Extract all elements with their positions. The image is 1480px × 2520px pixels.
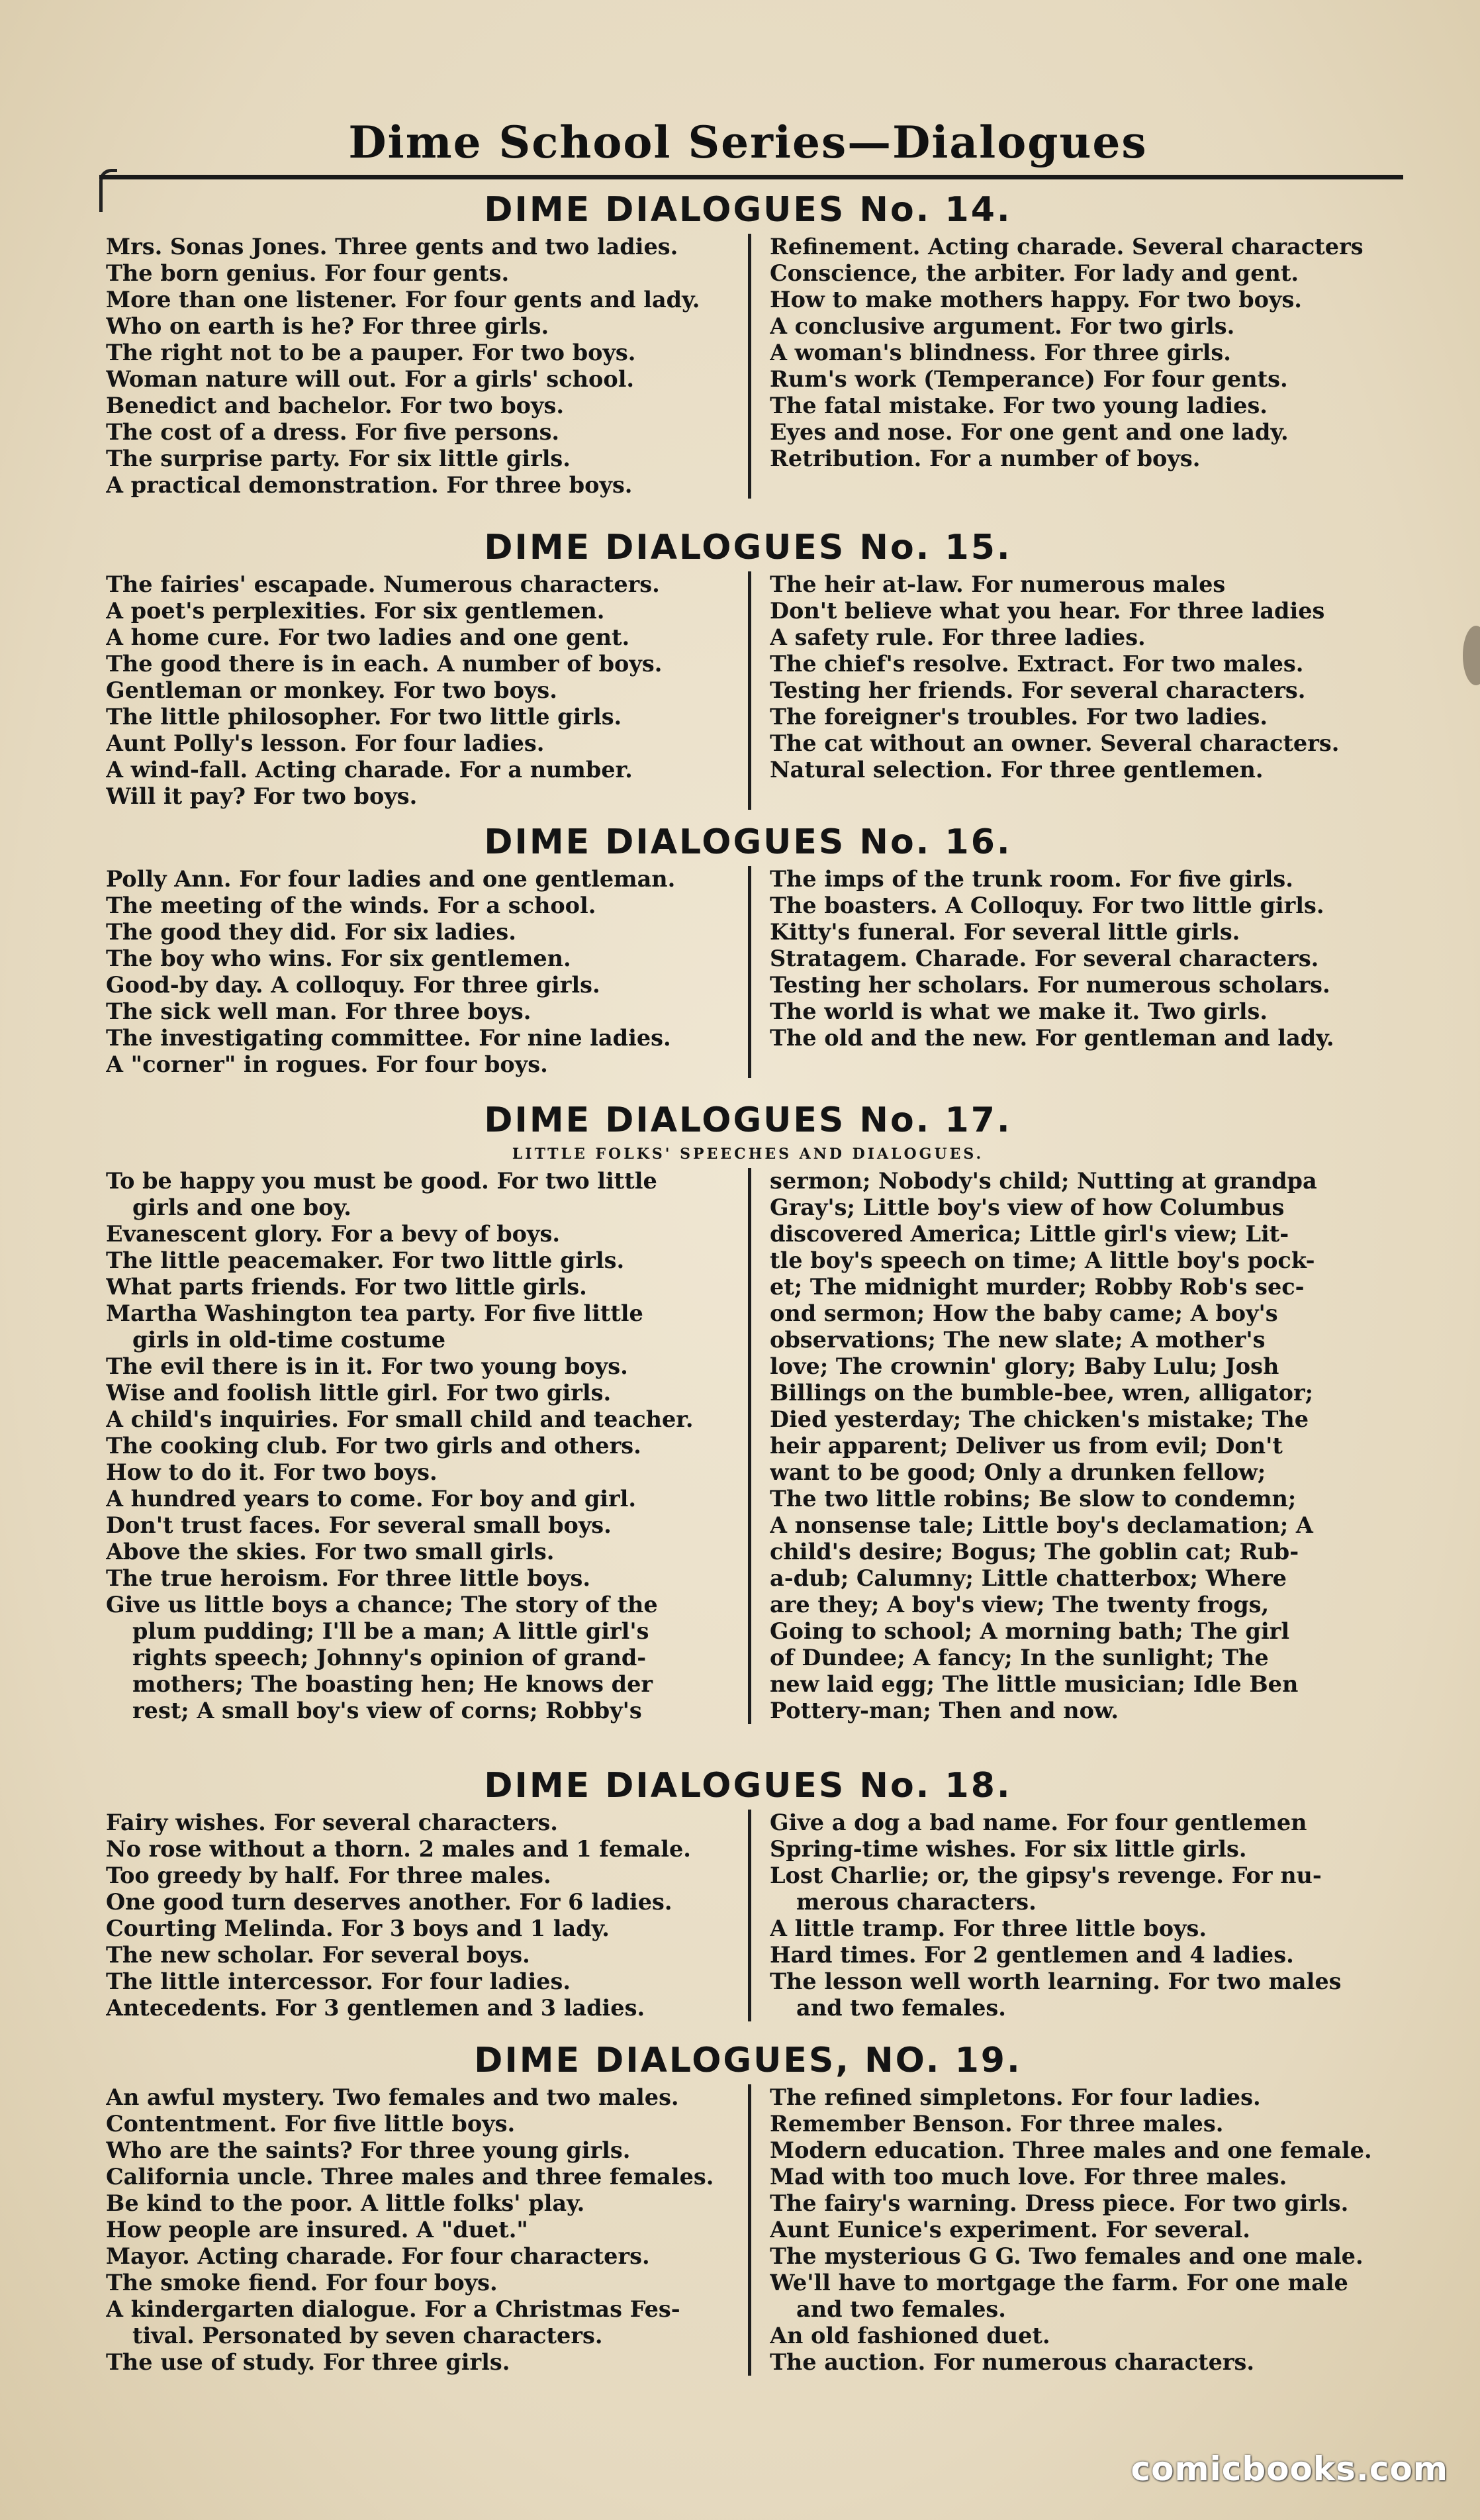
dialogue-entry: The sick well man. For three boys.	[106, 998, 532, 1024]
dialogue-entry: How to do it. For two boys.	[106, 1459, 438, 1485]
section-columns	[106, 2084, 1390, 2376]
dialogue-entry: Died yesterday; The chicken's mistake; The	[770, 1406, 1309, 1432]
dialogue-entry: new laid egg; The little musician; Idle Ben	[770, 1671, 1299, 1697]
dialogue-entry: The born genius. For four gents.	[106, 260, 510, 286]
header-rule	[99, 175, 1403, 179]
dialogue-entry: mothers; The boasting hen; He knows der	[132, 1671, 653, 1697]
dialogue-entry: A "corner" in rogues. For four boys.	[106, 1051, 548, 1077]
dialogue-entry: tival. Personated by seven characters.	[132, 2323, 603, 2349]
dialogue-entry: The old and the new. For gentleman and lady.	[770, 1025, 1334, 1051]
dialogue-entry: girls in old-time costume	[132, 1327, 446, 1353]
dialogue-section	[106, 1765, 1390, 2021]
dialogue-entry: A poet's perplexities. For six gentlemen.	[106, 598, 605, 624]
dialogue-entry: A wind-fall. Acting charade. For a number.	[106, 757, 633, 783]
left-column	[106, 2084, 748, 2376]
dialogue-entry: Gentleman or monkey. For two boys.	[106, 677, 557, 703]
left-column	[106, 1810, 748, 2021]
section-title: DIME DIALOGUES No. 16.	[484, 822, 1012, 862]
dialogue-entry: observations; The new slate; A mother's	[770, 1327, 1266, 1353]
dialogue-entry: Remember Benson. For three males.	[770, 2111, 1224, 2137]
dialogue-entry: The boasters. A Colloquy. For two little girls.	[770, 893, 1324, 918]
dialogue-entry: Hard times. For 2 gentlemen and 4 ladies.	[770, 1942, 1294, 1968]
dialogue-entry: The surprise party. For six little girls.	[106, 446, 571, 471]
section-title: DIME DIALOGUES No. 14.	[484, 190, 1012, 230]
dialogue-entry: Woman nature will out. For a girls' school.	[106, 366, 635, 392]
left-column	[106, 1168, 748, 1724]
dialogue-entry: Don't believe what you hear. For three ladies	[770, 598, 1325, 624]
dialogue-entry: plum pudding; I'll be a man; A little girl's	[132, 1618, 649, 1644]
dialogue-entry: The world is what we make it. Two girls.	[770, 998, 1268, 1024]
dialogue-entry: Antecedents. For 3 gentlemen and 3 ladies.	[106, 1995, 645, 2021]
dialogue-entry: To be happy you must be good. For two little	[106, 1168, 657, 1194]
left-column	[106, 234, 748, 499]
dialogue-entry: heir apparent; Deliver us from evil; Don't	[770, 1433, 1283, 1459]
dialogue-entry: Contentment. For five little boys.	[106, 2111, 516, 2137]
left-column	[106, 571, 748, 810]
section-title: DIME DIALOGUES No. 17.	[484, 1100, 1012, 1140]
dialogue-entry: Rum's work (Temperance) For four gents.	[770, 366, 1288, 392]
dialogue-entry: The meeting of the winds. For a school.	[106, 893, 596, 918]
dialogue-entry: The fairy's warning. Dress piece. For two girls.	[770, 2190, 1349, 2216]
dialogue-entry: Benedict and bachelor. For two boys.	[106, 393, 564, 418]
dialogue-entry: The foreigner's troubles. For two ladies.	[770, 704, 1268, 730]
dialogue-entry: Good-by day. A colloquy. For three girls.	[106, 972, 600, 998]
dialogue-entry: Give a dog a bad name. For four gentlemen	[770, 1810, 1307, 1835]
paper-damage	[1463, 626, 1480, 685]
dialogue-entry: Too greedy by half. For three males.	[106, 1863, 551, 1888]
left-column	[106, 866, 748, 1078]
section-title: DIME DIALOGUES, NO. 19.	[474, 2041, 1022, 2080]
dialogue-entry: Kitty's funeral. For several little girls.	[770, 919, 1240, 945]
dialogue-entry: One good turn deserves another. For 6 ladies.	[106, 1889, 672, 1915]
dialogue-entry: are they; A boy's view; The twenty frogs,	[770, 1592, 1270, 1618]
dialogue-entry: The true heroism. For three little boys.	[106, 1565, 590, 1591]
dialogue-entry: Billings on the bumble-bee, wren, alligator;	[770, 1380, 1313, 1406]
dialogue-entry: Spring-time wishes. For six little girls.	[770, 1836, 1247, 1862]
dialogue-entry: The little philosopher. For two little girls.	[106, 704, 622, 730]
right-column	[748, 1168, 1390, 1724]
dialogue-entry: The fatal mistake. For two young ladies.	[770, 393, 1268, 418]
page-header: Dime School Series—Dialogues	[348, 117, 1148, 168]
dialogue-entry: sermon; Nobody's child; Nutting at grandpa	[770, 1168, 1317, 1194]
section-title: DIME DIALOGUES No. 18.	[484, 1766, 1012, 1806]
dialogue-entry: Testing her friends. For several characters.	[770, 677, 1306, 703]
dialogue-entry: The right not to be a pauper. For two boys.	[106, 340, 636, 365]
dialogue-entry: The imps of the trunk room. For five girls.	[770, 866, 1293, 892]
dialogue-section	[106, 526, 1390, 810]
dialogue-entry: How people are insured. A "duet."	[106, 2217, 528, 2243]
dialogue-entry: Going to school; A morning bath; The girl	[770, 1618, 1290, 1644]
dialogue-entry: want to be good; Only a drunken fellow;	[770, 1459, 1266, 1485]
dialogue-entry: Be kind to the poor. A little folks' play.	[106, 2190, 585, 2216]
dialogue-entry: Mayor. Acting charade. For four characters.	[106, 2243, 650, 2269]
dialogue-entry: Stratagem. Charade. For several characters.	[770, 945, 1319, 971]
dialogue-entry: A kindergarten dialogue. For a Christmas Fes-	[106, 2296, 680, 2322]
dialogue-section	[106, 821, 1390, 1078]
dialogue-entry: California uncle. Three males and three females.	[106, 2164, 714, 2190]
dialogue-entry: Above the skies. For two small girls.	[106, 1539, 555, 1565]
dialogue-entry: The auction. For numerous characters.	[770, 2349, 1255, 2375]
dialogue-section	[106, 1099, 1390, 1724]
dialogue-entry: A hundred years to come. For boy and girl.	[106, 1486, 637, 1512]
dialogue-entry: Aunt Eunice's experiment. For several.	[770, 2217, 1250, 2243]
dialogue-entry: Courting Melinda. For 3 boys and 1 lady.	[106, 1915, 610, 1941]
dialogue-entry: How to make mothers happy. For two boys.	[770, 287, 1302, 313]
dialogue-entry: The cooking club. For two girls and others.	[106, 1433, 641, 1459]
dialogue-entry: An old fashioned duet.	[770, 2323, 1050, 2349]
section-columns	[106, 234, 1390, 499]
dialogue-section	[106, 2039, 1390, 2376]
dialogue-entry: A practical demonstration. For three boys.	[106, 472, 633, 498]
dialogue-entry: Mad with too much love. For three males.	[770, 2164, 1287, 2190]
dialogue-entry: The boy who wins. For six gentlemen.	[106, 945, 571, 971]
section-columns	[106, 571, 1390, 810]
dialogue-entry: The two little robins; Be slow to condemn;	[770, 1486, 1297, 1512]
dialogue-entry: The mysterious G G. Two females and one male.	[770, 2243, 1364, 2269]
dialogue-entry: An awful mystery. Two females and two males.	[106, 2084, 679, 2110]
dialogue-entry: The fairies' escapade. Numerous characters.	[106, 571, 660, 597]
dialogue-entry: Don't trust faces. For several small boys.	[106, 1512, 612, 1538]
dialogue-entry: and two females.	[796, 2296, 1006, 2322]
dialogue-entry: Eyes and nose. For one gent and one lady.	[770, 419, 1289, 445]
dialogue-entry: Mrs. Sonas Jones. Three gents and two ladies.	[106, 234, 678, 260]
dialogue-entry: Retribution. For a number of boys.	[770, 446, 1201, 471]
dialogue-entry: Who on earth is he? For three girls.	[106, 313, 549, 339]
dialogue-entry: The evil there is in it. For two young boys.	[106, 1353, 628, 1379]
dialogue-entry: girls and one boy.	[132, 1194, 351, 1220]
dialogue-entry: A woman's blindness. For three girls.	[770, 340, 1231, 365]
dialogue-entry: and two females.	[796, 1995, 1006, 2021]
dialogue-entry: More than one listener. For four gents and lady.	[106, 287, 700, 313]
dialogue-entry: The good there is in each. A number of boys.	[106, 651, 663, 677]
dialogue-entry: tle boy's speech on time; A little boy's pock-	[770, 1247, 1315, 1273]
dialogue-entry: We'll have to mortgage the farm. For one male	[770, 2270, 1348, 2296]
dialogue-entry: Modern education. Three males and one female.	[770, 2137, 1372, 2163]
dialogue-entry: The heir at-law. For numerous males	[770, 571, 1226, 597]
dialogue-entry: child's desire; Bogus; The goblin cat; Rub-	[770, 1539, 1299, 1565]
dialogue-entry: Gray's; Little boy's view of how Columbus	[770, 1194, 1285, 1220]
dialogue-entry: Will it pay? For two boys.	[106, 783, 418, 809]
dialogue-entry: The refined simpletons. For four ladies.	[770, 2084, 1261, 2110]
dialogue-entry: A conclusive argument. For two girls.	[770, 313, 1235, 339]
section-subtitle: LITTLE FOLKS' SPEECHES AND DIALOGUES.	[512, 1145, 984, 1163]
dialogue-entry: A home cure. For two ladies and one gent.	[106, 624, 630, 650]
dialogue-entry: The cost of a dress. For five persons.	[106, 419, 560, 445]
watermark-text: comicbooks.com	[1131, 2450, 1448, 2488]
dialogue-entry: The lesson well worth learning. For two males	[770, 1968, 1342, 1994]
dialogue-entry: No rose without a thorn. 2 males and 1 female.	[106, 1836, 691, 1862]
dialogue-section	[106, 189, 1390, 499]
right-column	[748, 2084, 1390, 2376]
dialogue-entry: The investigating committee. For nine ladies.	[106, 1025, 671, 1051]
dialogue-entry: Polly Ann. For four ladies and one gentleman.	[106, 866, 676, 892]
dialogue-entry: A child's inquiries. For small child and teacher.	[106, 1406, 694, 1432]
dialogue-entry: Pottery-man; Then and now.	[770, 1698, 1119, 1723]
dialogue-entry: A little tramp. For three little boys.	[770, 1915, 1207, 1941]
dialogue-entry: Martha Washington tea party. For five little	[106, 1300, 643, 1326]
dialogue-entry: Who are the saints? For three young girls.	[106, 2137, 631, 2163]
section-columns	[106, 1168, 1390, 1724]
dialogue-entry: The use of study. For three girls.	[106, 2349, 510, 2375]
dialogue-entry: Lost Charlie; or, the gipsy's revenge. For nu-	[770, 1863, 1322, 1888]
dialogue-entry: et; The midnight murder; Robby Rob's sec-	[770, 1274, 1305, 1300]
dialogue-entry: A safety rule. For three ladies.	[770, 624, 1146, 650]
right-column	[748, 571, 1390, 810]
dialogue-entry: Testing her scholars. For numerous scholars.	[770, 972, 1330, 998]
dialogue-entry: The little peacemaker. For two little girls.	[106, 1247, 625, 1273]
dialogue-entry: Fairy wishes. For several characters.	[106, 1810, 558, 1835]
dialogue-entry: merous characters.	[796, 1889, 1037, 1915]
dialogue-entry: What parts friends. For two little girls.	[106, 1274, 587, 1300]
dialogue-entry: The little intercessor. For four ladies.	[106, 1968, 571, 1994]
dialogue-entry: ond sermon; How the baby came; A boy's	[770, 1300, 1278, 1326]
section-columns	[106, 866, 1390, 1078]
section-columns	[106, 1810, 1390, 2021]
dialogue-entry: The good they did. For six ladies.	[106, 919, 516, 945]
dialogue-entry: discovered America; Little girl's view; Lit-	[770, 1221, 1289, 1247]
dialogue-entry: Give us little boys a chance; The story of the	[106, 1592, 658, 1618]
dialogue-entry: Aunt Polly's lesson. For four ladies.	[106, 730, 545, 756]
dialogue-entry: A nonsense tale; Little boy's declamation; A	[770, 1512, 1313, 1538]
dialogue-entry: Conscience, the arbiter. For lady and gent.	[770, 260, 1299, 286]
dialogue-entry: The new scholar. For several boys.	[106, 1942, 530, 1968]
dialogue-entry: rest; A small boy's view of corns; Robby's	[132, 1698, 642, 1723]
dialogue-entry: Wise and foolish little girl. For two girls.	[106, 1380, 612, 1406]
dialogue-entry: The chief's resolve. Extract. For two males.	[770, 651, 1304, 677]
dialogue-entry: a-dub; Calumny; Little chatterbox; Where	[770, 1565, 1287, 1591]
dialogue-entry: The cat without an owner. Several characters.	[770, 730, 1340, 756]
right-column	[748, 234, 1390, 499]
section-title: DIME DIALOGUES No. 15.	[484, 528, 1012, 567]
dialogue-entry: Natural selection. For three gentlemen.	[770, 757, 1264, 783]
dialogue-entry: Refinement. Acting charade. Several characters	[770, 234, 1364, 260]
dialogue-entry: rights speech; Johnny's opinion of grand-	[132, 1645, 647, 1671]
dialogue-entry: of Dundee; A fancy; In the sunlight; The	[770, 1645, 1269, 1671]
dialogue-entry: love; The crownin' glory; Baby Lulu; Josh	[770, 1353, 1279, 1379]
right-column	[748, 1810, 1390, 2021]
dialogue-entry: The smoke fiend. For four boys.	[106, 2270, 498, 2296]
right-column	[748, 866, 1390, 1078]
dialogue-entry: Evanescent glory. For a bevy of boys.	[106, 1221, 561, 1247]
